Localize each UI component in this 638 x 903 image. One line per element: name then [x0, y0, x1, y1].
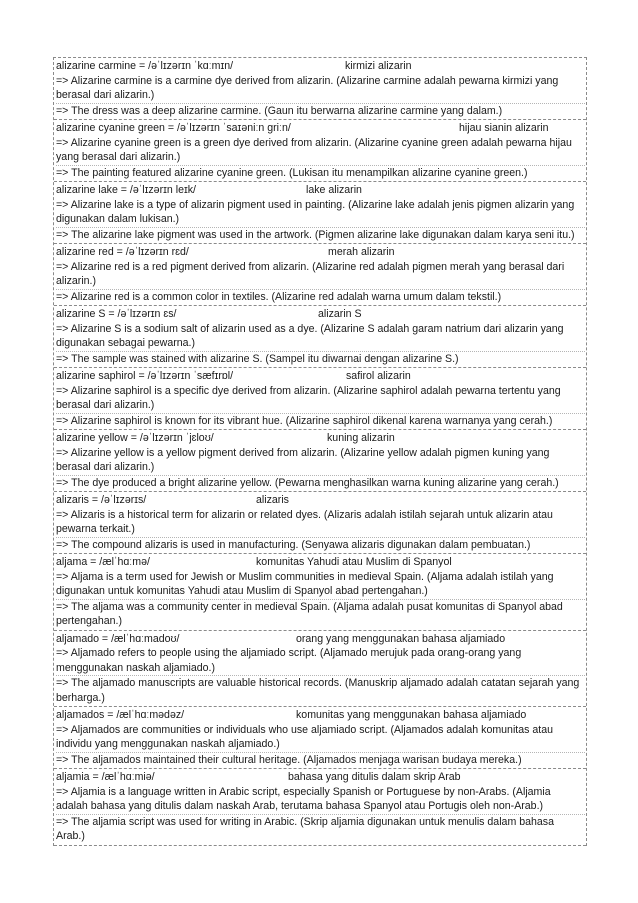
entry-gloss: kirmizi alizarin	[345, 60, 412, 72]
entry-example: => The alizarine lake pigment was used in the artwork. (Pigmen alizarine lake digunakan dalam karya seni itu.)	[56, 227, 585, 243]
entry-term: aljamados = /ælˈhɑːmədəz/	[56, 709, 185, 721]
entry-example: => The compound alizaris is used in manufacturing. (Senyawa alizaris digunakan dalam pembuatan.)	[56, 537, 585, 553]
entry-example: => The dress was a deep alizarine carmine. (Gaun itu berwarna alizarine carmine yang dalam.)	[56, 103, 585, 119]
dictionary-entry	[54, 492, 586, 554]
entry-header	[56, 183, 585, 198]
dictionary-entry	[54, 244, 586, 306]
entry-term: alizarine red = /əˈlɪzərɪn rɛd/	[56, 246, 189, 258]
entry-example: => The aljamia script was used for writing in Arabic. (Skrip aljamia digunakan untuk menulis dalam bahasa Arab.)	[56, 814, 585, 844]
dictionary-entry	[54, 306, 586, 368]
dictionary-entry	[54, 182, 586, 244]
entry-definition: => Aljamados are communities or individuals who use aljamiado script. (Aljamados adalah komunitas atau individu yang menggunakan naskah aljamiado.)	[56, 723, 553, 750]
entry-gloss: bahasa yang ditulis dalam skrip Arab	[288, 771, 461, 783]
entry-term: alizarine yellow = /əˈlɪzərɪn ˈjɛloʊ/	[56, 432, 214, 444]
entry-gloss: hijau sianin alizarin	[459, 122, 549, 134]
entry-gloss: orang yang menggunakan bahasa aljamiado	[296, 632, 506, 645]
entry-header	[56, 121, 585, 136]
entry-definition: => Alizarine lake is a type of alizarin pigment used in painting. (Alizarine lake adalah jenis pigmen alizarin yang digunakan dalam lukisan.)	[56, 198, 575, 225]
entry-header	[56, 555, 585, 570]
dictionary-entry	[54, 430, 586, 492]
dictionary-entry	[54, 769, 586, 846]
entry-header	[56, 307, 585, 322]
entry-definition: => Alizarine S is a sodium salt of alizarin used as a dye. (Alizarine S adalah garam natrium dari alizarin yang digunakan sebagai pewarna.)	[56, 322, 564, 349]
entry-example: => The dye produced a bright alizarine yellow. (Pewarna menghasilkan warna kuning alizarine yang cerah.)	[56, 475, 585, 491]
entry-header	[56, 493, 585, 508]
entry-header	[56, 708, 585, 723]
entry-term: alizarine S = /əˈlɪzərɪn ɛs/	[56, 308, 177, 320]
entry-example: => The aljamado manuscripts are valuable historical records. (Manuskrip aljamado adalah catatan sejarah yang berharga.)	[56, 675, 585, 705]
entry-example: => The painting featured alizarine cyanine green. (Lukisan itu menampilkan alizarine cyanine green.)	[56, 165, 585, 181]
entry-example: => The sample was stained with alizarine S. (Sampel itu diwarnai dengan alizarine S.)	[56, 351, 585, 367]
entry-definition: => Alizarine carmine is a carmine dye derived from alizarin. (Alizarine carmine adalah pewarna kirmizi yang berasal dari alizarin.)	[56, 74, 559, 101]
entry-header	[56, 59, 585, 74]
entry-definition: => Aljama is a term used for Jewish or Muslim communities in medieval Spain. (Aljama adalah istilah yang digunakan untuk komunitas Yahudi atau Muslim di Spanyol abad pertengahan.)	[56, 570, 554, 597]
dictionary-entry	[54, 631, 586, 708]
entry-gloss: merah alizarin	[328, 246, 395, 258]
entry-header	[56, 431, 585, 446]
entry-gloss: kuning alizarin	[327, 432, 395, 444]
entry-gloss: komunitas Yahudi atau Muslim di Spanyol	[256, 556, 452, 568]
entry-header	[56, 369, 585, 384]
entry-gloss: alizarin S	[318, 308, 362, 320]
entry-header	[56, 770, 585, 785]
entry-definition: => Aljamia is a language written in Arabic script, especially Spanish or Portuguese by non-Arabs. (Aljamia adalah bahasa yang ditulis dalam naskah Arab, terutama bahasa Spanyol atau Portugis oleh non-Arab.)	[56, 785, 551, 812]
entry-example: => The aljamados maintained their cultural heritage. (Aljamados menjaga warisan budaya mereka.)	[56, 752, 585, 768]
entry-term: alizarine lake = /əˈlɪzərɪn leɪk/	[56, 184, 196, 196]
dictionary-entry	[54, 120, 586, 182]
dictionary-sheet	[53, 57, 587, 846]
entry-term: alizarine cyanine green = /əˈlɪzərɪn ˈsaɪəniːn griːn/	[56, 122, 291, 134]
entry-example: => Alizarine red is a common color in textiles. (Alizarine red adalah warna umum dalam tekstil.)	[56, 289, 585, 305]
dictionary-entry	[54, 368, 586, 430]
entry-term: aljama = /ælˈhɑːmə/	[56, 556, 150, 568]
entry-example: => Alizarine saphirol is known for its vibrant hue. (Alizarine saphirol dikenal karena warnanya yang cerah.)	[56, 413, 585, 429]
dictionary-entry	[54, 707, 586, 769]
entry-term: alizaris = /əˈlɪzərɪs/	[56, 494, 147, 506]
entry-gloss: komunitas yang menggunakan bahasa aljamiado	[296, 709, 527, 721]
entry-definition: => Alizaris is a historical term for alizarin or related dyes. (Alizaris adalah istilah sejarah untuk alizarin atau pewarna terkait.)	[56, 508, 553, 535]
entry-term: aljamia = /ælˈhɑːmiə/	[56, 771, 155, 783]
entry-header	[56, 632, 585, 647]
entry-gloss: lake alizarin	[306, 184, 362, 196]
entry-definition: => Alizarine red is a red pigment derived from alizarin. (Alizarine red adalah pigmen merah yang berasal dari alizarin.)	[56, 260, 565, 287]
entry-example: => The aljama was a community center in medieval Spain. (Aljama adalah pusat komunitas di Spanyol abad pertengahan.)	[56, 599, 585, 629]
entry-definition: => Alizarine cyanine green is a green dye derived from alizarin. (Alizarine cyanine green adalah pewarna hijau yang berasal dari alizarin.)	[56, 136, 572, 163]
dictionary-entry	[54, 58, 586, 120]
entry-gloss: safirol alizarin	[346, 370, 411, 382]
entry-term: aljamado = /ælˈhɑːmadoʊ/	[56, 632, 180, 645]
entry-term: alizarine saphirol = /əˈlɪzərɪn ˈsæfɪrɒl/	[56, 370, 234, 382]
entry-term: alizarine carmine = /əˈlɪzərɪn ˈkɑːmɪn/	[56, 60, 234, 72]
entry-gloss: alizaris	[256, 494, 289, 506]
entry-definition: => Alizarine yellow is a yellow pigment derived from alizarin. (Alizarine yellow adalah pigmen kuning yang berasal dari alizarin.)	[56, 446, 550, 473]
entry-definition: => Aljamado refers to people using the aljamiado script. (Aljamado merujuk pada orang-orang yang menggunakan naskah aljamiado.)	[56, 647, 522, 674]
entry-definition: => Alizarine saphirol is a specific dye derived from alizarin. (Alizarine saphirol adalah pewarna tertentu yang berasal dari alizarin.)	[56, 384, 561, 411]
entry-header	[56, 245, 585, 260]
dictionary-entry	[54, 554, 586, 631]
